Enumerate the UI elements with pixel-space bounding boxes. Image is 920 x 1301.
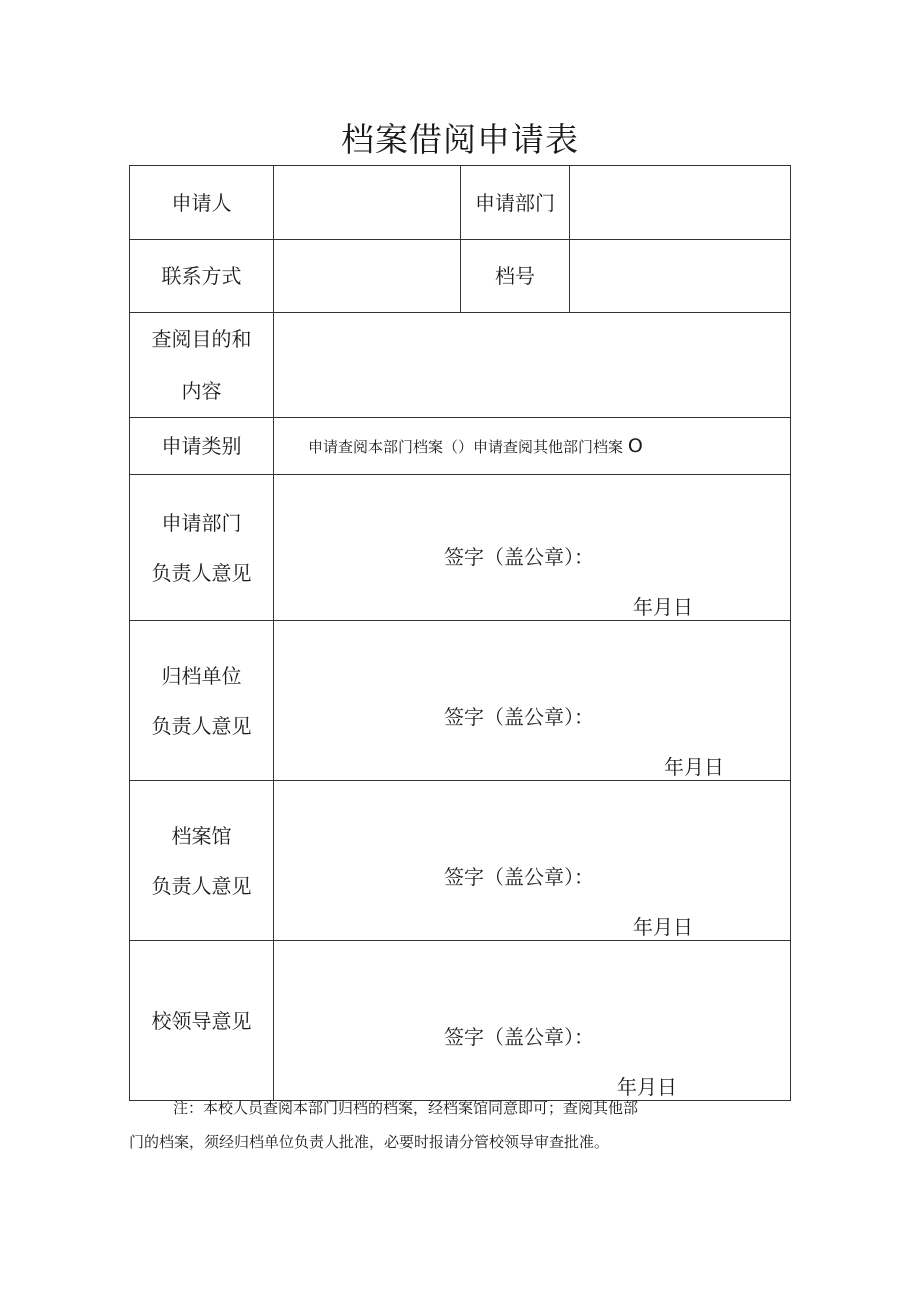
opinion-label-line-1: 申请部门 [161,510,242,535]
type-option-own-department[interactable]: 申请查阅本部门档案（） [308,438,474,456]
opinion-label-archive-unit [130,621,274,781]
footnote-line-2: 门的档案，须经归档单位负责人批准，必要时报请分管校领导审查批准。 [129,1133,610,1151]
opinion-field-archive-unit[interactable] [274,621,791,781]
opinion-label-school-leader [130,941,274,1101]
type-label: 申请类别 [130,418,274,475]
footnote-line-1: 注：本校人员查阅本部门归档的档案，经档案馆同意即可；查阅其他部 [173,1099,639,1117]
department-label: 申请部门 [461,166,570,240]
applicant-row [130,166,791,240]
opinion-label-applicant-dept [130,475,274,621]
type-row [130,418,791,475]
opinion-label-line-2: 负责人意见 [151,873,252,898]
signature-label: 签字（盖公章）： [444,545,594,569]
opinion-label-archives [130,781,274,941]
application-form-table [129,165,791,1101]
contact-row [130,240,791,313]
type-option-mark[interactable]: O [627,435,643,457]
opinion-field-applicant-dept[interactable] [274,475,791,621]
file-number-label: 档号 [461,240,570,313]
form-title: 档案借阅申请表 [341,120,579,159]
opinion-row-school-leader [130,941,791,1101]
opinion-label-line-1: 档案馆 [171,823,232,848]
opinion-row-applicant-dept [130,475,791,621]
department-field[interactable] [570,166,791,240]
signature-label: 签字（盖公章）： [444,865,594,889]
file-number-field[interactable] [570,240,791,313]
contact-field[interactable] [274,240,461,313]
date-label: 年月日 [617,1075,677,1099]
purpose-label-line-1: 查阅目的和 [151,327,252,351]
opinion-label-line-2: 负责人意见 [151,713,252,738]
purpose-label-line-2: 内容 [181,379,222,403]
type-option-other-department[interactable]: 申请查阅其他部门档案 [473,438,624,456]
purpose-row [130,313,791,418]
type-options [274,418,791,475]
date-label: 年月日 [633,915,693,939]
signature-label: 签字（盖公章）： [444,1025,594,1049]
opinion-row-archive-unit [130,621,791,781]
opinion-row-archives [130,781,791,941]
signature-label: 签字（盖公章）： [444,705,594,729]
opinion-field-archives[interactable] [274,781,791,941]
footnote [129,1091,729,1159]
applicant-label: 申请人 [130,166,274,240]
opinion-label-line-1: 归档单位 [161,663,242,688]
purpose-label [130,313,274,418]
opinion-label-line-1: 校领导意见 [151,1008,252,1033]
opinion-label-line-2: 负责人意见 [151,560,252,585]
date-label: 年月日 [633,595,693,619]
contact-label: 联系方式 [130,240,274,313]
date-label: 年月日 [664,755,724,779]
applicant-field[interactable] [274,166,461,240]
purpose-field[interactable] [274,313,791,418]
opinion-field-school-leader[interactable] [274,941,791,1101]
